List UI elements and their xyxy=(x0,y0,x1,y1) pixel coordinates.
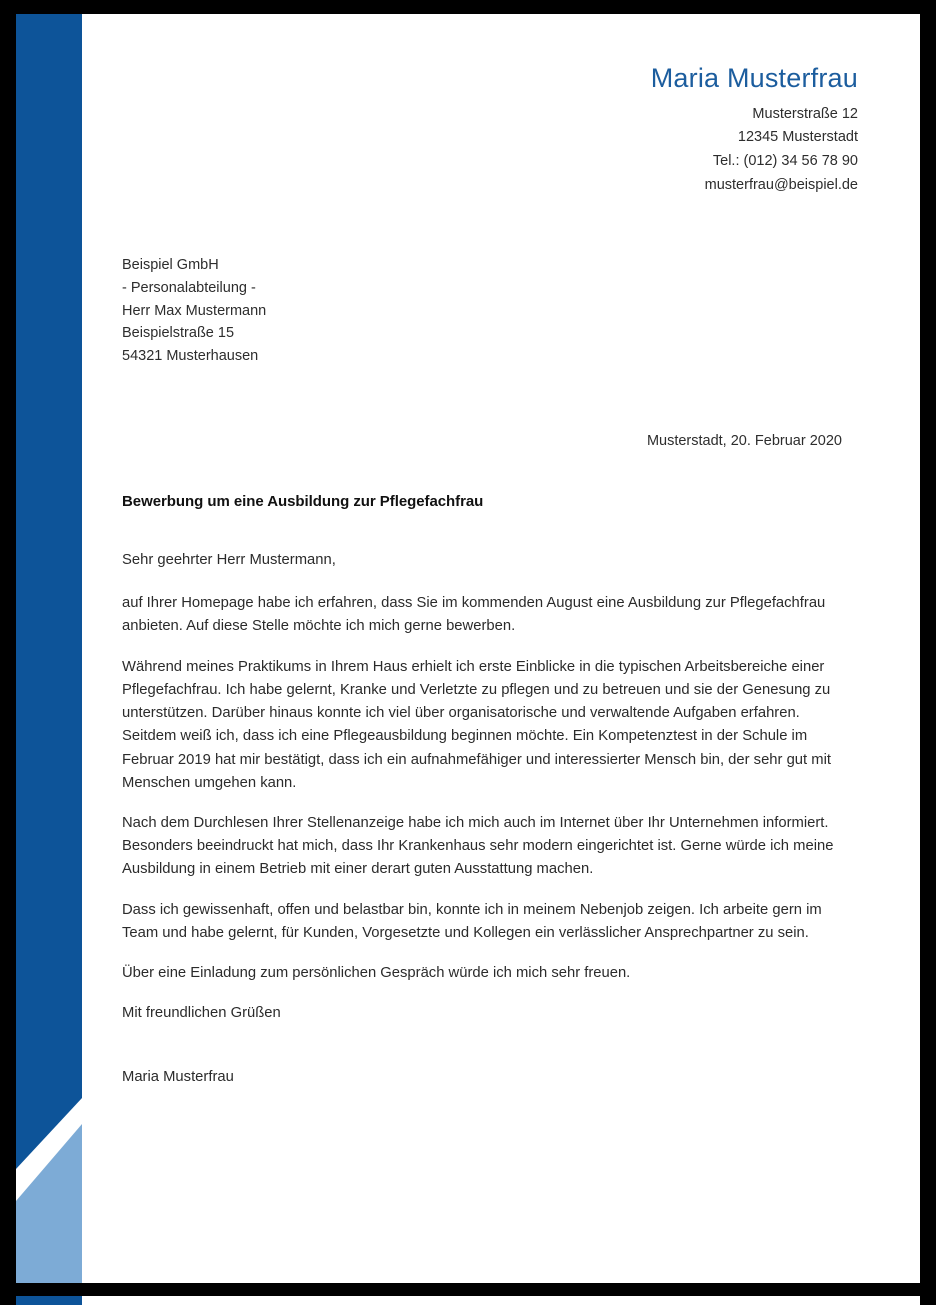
body-paragraph: Während meines Praktikums in Ihrem Haus erhielt ich erste Einblicke in die typischen Arbeitsbereiche einer Pflegefachfrau. Ich habe gelernt, Kranke und Verletzte zu pflegen und zu betreuen und sie der Genesung zu unterstützen. Darüber hinaus konnte ich viel über organisatorische und verwaltende Aufgaben erfahren. Seitdem weiß ich, dass ich eine Pflegeausbildung beginnen möchte. Ein Kompetenztest in der Schule im Februar 2019 hat mir bestätigt, dass ich ein aufnahmefähiger und interessierter Mensch bin, der sehr gut mit Menschen umgehen kann. xyxy=(122,658,831,791)
body-paragraph: Dass ich gewissenhaft, offen und belastbar bin, konnte ich in meinem Nebenjob zeigen. Ich arbeite gern im Team und habe gelernt, für Kunden, Vorgesetzte und Kollegen ein verlässlicher Ansprechpartner zu sein. xyxy=(122,901,822,941)
letter-page xyxy=(16,14,920,1283)
body-paragraph: Über eine Einladung zum persönlichen Gespräch würde ich mich sehr freuen. xyxy=(122,965,631,982)
subject-line: Bewerbung um eine Ausbildung zur Pflegefachfrau xyxy=(122,493,484,510)
dark-blue-shape xyxy=(16,14,82,1169)
letter-body xyxy=(122,549,834,1089)
sender-street: Musterstraße 12 xyxy=(752,105,858,122)
recipient-line: - Personalabteilung - xyxy=(122,279,256,296)
next-page-blue-bar xyxy=(16,1296,82,1305)
sidebar-shapes xyxy=(16,14,82,1283)
recipient-block xyxy=(122,254,266,368)
sender-email: musterfrau@beispiel.de xyxy=(704,176,858,193)
decorative-blue-sidebar xyxy=(16,14,82,1283)
recipient-line: Herr Max Mustermann xyxy=(122,302,267,319)
body-paragraph: auf Ihrer Homepage habe ich erfahren, dass Sie im kommenden August eine Ausbildung zur Pflegefachfrau anbieten. Auf diese Stelle möchte ich mich gerne bewerben. xyxy=(122,595,826,635)
recipient-line: Beispielstraße 15 xyxy=(122,325,235,342)
sender-phone: Tel.: (012) 34 56 78 90 xyxy=(712,153,858,169)
sender-block xyxy=(651,62,858,197)
recipient-line: Beispiel GmbH xyxy=(122,257,219,273)
recipient-line: 54321 Musterhausen xyxy=(122,348,259,364)
salutation: Sehr geehrter Herr Mustermann, xyxy=(122,552,336,568)
body-paragraph: Nach dem Durchlesen Ihrer Stellenanzeige habe ich mich auch im Internet über Ihr Unternehmen informiert. Besonders beeindruckt hat mich, dass Ihr Krankenhaus sehr modern eingerichtet ist. Gerne würde ich meine Ausbildung in einem Betrieb mit einer derart guten Ausstattung machen. xyxy=(122,814,834,878)
light-blue-shape xyxy=(16,1124,82,1283)
next-page-preview xyxy=(16,1296,920,1305)
sender-city: 12345 Musterstadt xyxy=(737,129,858,146)
date-line: Musterstadt, 20. Februar 2020 xyxy=(646,433,842,449)
closing-phrase: Mit freundlichen Grüßen xyxy=(122,1005,281,1022)
signature-name: Maria Musterfrau xyxy=(122,1068,234,1085)
sender-name: Maria Musterfrau xyxy=(650,63,858,93)
